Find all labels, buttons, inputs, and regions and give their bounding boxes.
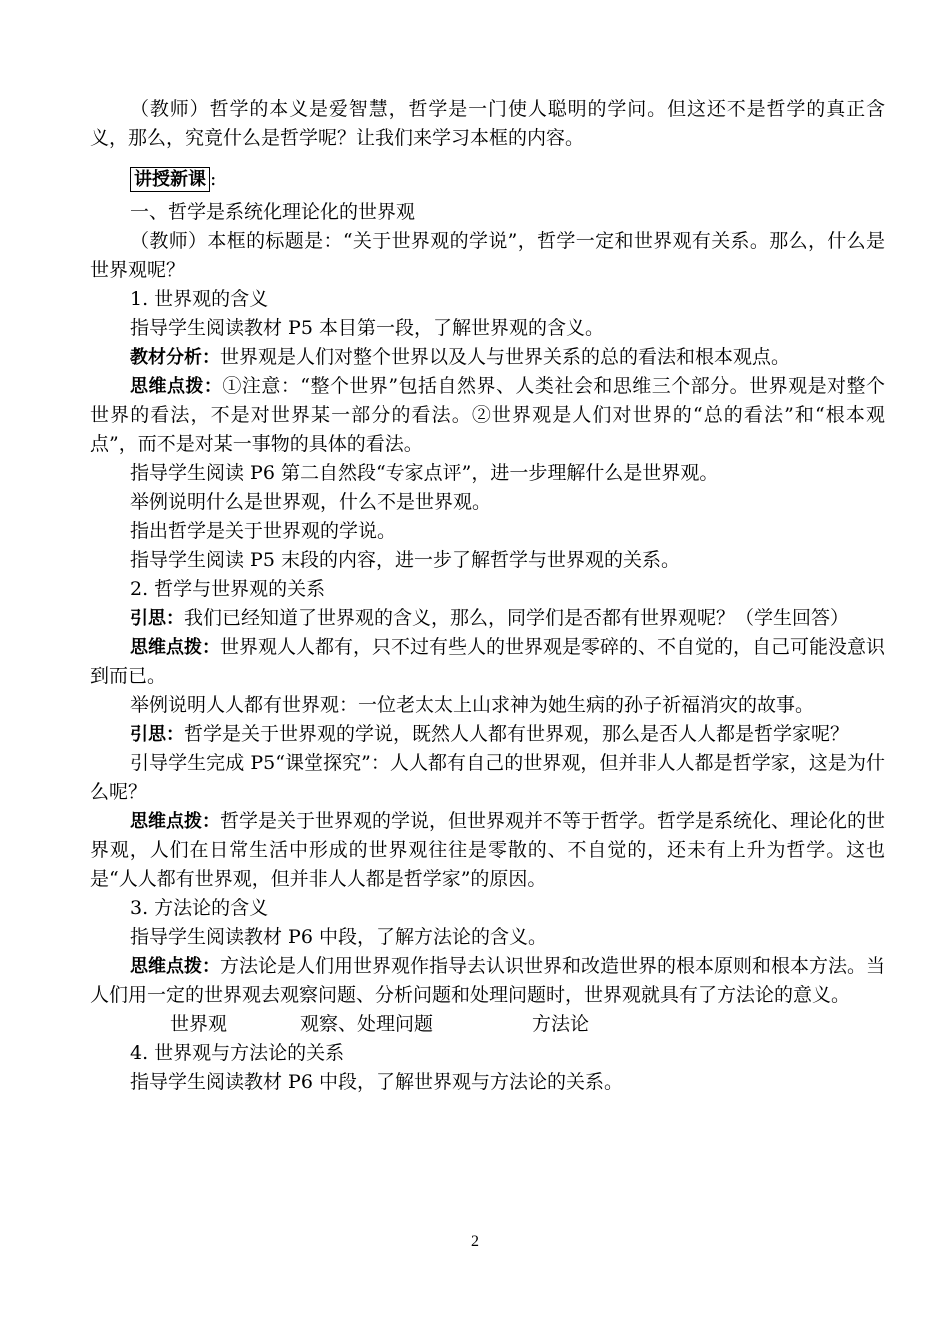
label-reflection: 引思： — [130, 724, 184, 745]
section-heading — [90, 165, 885, 194]
paragraph-15: 指导学生阅读教材 P6 中段，了解方法论的含义。 — [130, 926, 547, 948]
label-thinking-tip: 思维点拨： — [130, 811, 220, 832]
paragraph-5: 指导学生阅读 P6 第二自然段“专家点评”，进一步理解什么是世界观。 — [130, 462, 719, 484]
paragraph-11: 举例说明人人都有世界观：一位老太太上山求神为她生病的孙子祈福消灾的故事。 — [130, 694, 815, 716]
paragraph-3-text: 世界观是人们对整个世界以及人与世界关系的总的看法和根本观点。 — [220, 346, 791, 368]
paragraph-8: 指导学生阅读 P5 末段的内容，进一步了解哲学与世界观的关系。 — [130, 549, 680, 571]
paragraph-17: 指导学生阅读教材 P6 中段，了解世界观与方法论的关系。 — [130, 1071, 623, 1093]
subheading-3: 3. 方法论的含义 — [130, 897, 269, 919]
paragraph-14 — [90, 807, 885, 894]
paragraph-16 — [90, 952, 885, 1010]
subheading-4: 4. 世界观与方法论的关系 — [130, 1042, 345, 1064]
label-thinking-tip: 思维点拨： — [130, 376, 223, 397]
paragraph-10-text: 世界观人人都有，只不过有些人的世界观是零碎的、不自觉的，自己可能没意识到而已。 — [90, 636, 886, 687]
subheading-1: 1. 世界观的含义 — [130, 288, 269, 310]
label-thinking-tip: 思维点拨： — [130, 956, 220, 977]
document-page — [90, 95, 885, 1097]
paragraph-6: 举例说明什么是世界观，什么不是世界观。 — [130, 491, 492, 513]
page-number: 2 — [471, 1233, 479, 1250]
paragraph-9-text: 我们已经知道了世界观的含义，那么，同学们是否都有世界观呢？（学生回答） — [184, 607, 850, 629]
paragraph-14-text: 哲学是关于世界观的学说，但世界观并不等于哲学。哲学是系统化、理论化的世界观，人们在日常生活中形成的世界观往往是零散的、不自觉的，还未有上升为哲学。这也是“人人都有世界观，但并非人人都是哲学家”的原因。 — [90, 810, 886, 890]
paragraph-2: 指导学生阅读教材 P5 本目第一段，了解世界观的含义。 — [130, 317, 604, 339]
paragraph-12-text: 哲学是关于世界观的学说，既然人人都有世界观，那么是否人人都是哲学家呢？ — [184, 723, 850, 745]
heading-1: 一、哲学是系统化理论化的世界观 — [130, 201, 416, 223]
flow-methodology: 方法论 — [532, 1013, 590, 1035]
paragraph-4-text: ①注意：“整个世界”包括自然界、人类社会和思维三个部分。世界观是对整个世界的看法，不是对世界某一部分的看法。②世界观是人们对世界的“总的看法”和“根本观点”，而不是对某一事物的具体的看法。 — [90, 375, 886, 455]
label-reflection: 引思： — [130, 608, 184, 629]
paragraph-4 — [90, 372, 885, 459]
paragraph-13: 引导学生完成 P5“课堂探究”：人人都有自己的世界观，但并非人人都是哲学家，这是为什么呢？ — [90, 752, 885, 803]
paragraph-12 — [90, 720, 885, 749]
paragraph-16-text: 方法论是人们用世界观作指导去认识世界和改造世界的根本原则和根本方法。当人们用一定的世界观去观察问题、分析问题和处理问题时，世界观就具有了方法论的意义。 — [90, 955, 886, 1006]
flow-line — [90, 1010, 885, 1039]
flow-worldview: 世界观 — [170, 1013, 228, 1035]
paragraph-10 — [90, 633, 885, 691]
paragraph-1: （教师）本框的标题是：“关于世界观的学说”，哲学一定和世界观有关系。那么，什么是世界观呢？ — [90, 230, 885, 281]
paragraph-7: 指出哲学是关于世界观的学说。 — [130, 520, 397, 542]
intro-paragraph: （教师）哲学的本义是爱智慧，哲学是一门使人聪明的学问。但这还不是哲学的真正含义，那么，究竟什么是哲学呢？让我们来学习本框的内容。 — [90, 98, 885, 149]
section-colon: : — [210, 168, 217, 190]
paragraph-3 — [90, 343, 885, 372]
boxed-section-label: 讲授新课 — [130, 167, 210, 192]
label-thinking-tip: 思维点拨： — [130, 637, 220, 658]
label-textbook-analysis: 教材分析： — [130, 347, 220, 368]
subheading-2: 2. 哲学与世界观的关系 — [130, 578, 326, 600]
flow-observe: 观察、处理问题 — [300, 1013, 434, 1035]
paragraph-9 — [90, 604, 885, 633]
